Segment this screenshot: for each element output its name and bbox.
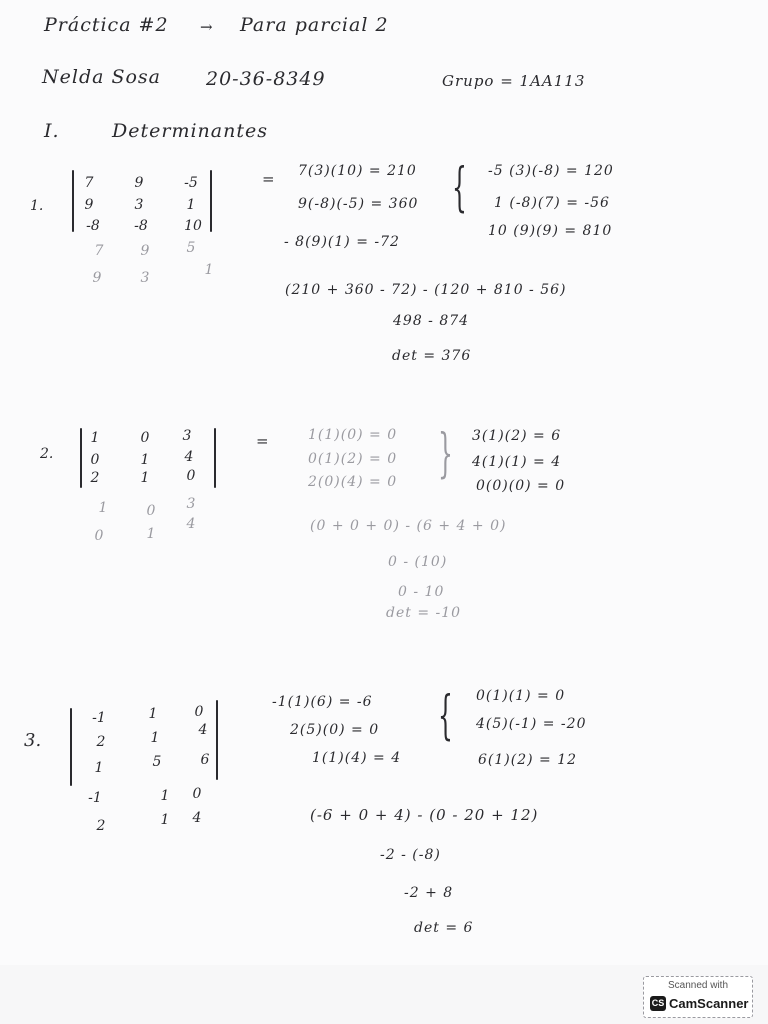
equals-sign: = xyxy=(262,170,276,188)
matrix-cell: 10 xyxy=(184,218,202,234)
matrix-cell: 1 xyxy=(148,706,158,722)
matrix-cell: 2 xyxy=(96,734,106,750)
left-product: -1(1)(6) = -6 xyxy=(272,694,373,710)
camscanner-logo-icon: CS xyxy=(650,996,666,1011)
matrix-cell: -5 xyxy=(184,175,198,191)
page-title: Práctica #2 xyxy=(44,14,169,36)
left-product: 1(1)(0) = 0 xyxy=(308,427,398,443)
left-product: - 8(9)(1) = -72 xyxy=(284,234,400,250)
matrix-cell: 4 xyxy=(198,722,208,738)
repeated-row-cell: 2 xyxy=(96,818,106,834)
determinant-bar-right xyxy=(214,428,216,488)
matrix-cell: 0 xyxy=(90,452,100,468)
brace-divider: { xyxy=(452,158,467,218)
work-line: -2 - (-8) xyxy=(380,847,441,863)
page-subtitle: Para parcial 2 xyxy=(240,14,389,36)
right-product: 1 (-8)(7) = -56 xyxy=(494,195,610,211)
group-label: Grupo = 1AA113 xyxy=(442,72,586,90)
repeated-row-cell: 3 xyxy=(140,270,150,286)
work-line: (0 + 0 + 0) - (6 + 4 + 0) xyxy=(310,518,507,534)
matrix-cell: 0 xyxy=(186,468,196,484)
right-product: 3(1)(2) = 6 xyxy=(472,428,562,444)
matrix-cell: 1 xyxy=(140,470,150,486)
determinant-bar-left xyxy=(70,708,72,786)
repeated-row-cell: 1 xyxy=(98,500,108,516)
right-product: 6(1)(2) = 12 xyxy=(478,752,578,768)
repeated-row-cell: 0 xyxy=(146,503,156,519)
matrix-cell: 6 xyxy=(200,752,210,768)
brace-divider: { xyxy=(438,686,453,746)
student-id: 20-36-8349 xyxy=(206,68,326,90)
matrix-cell: 1 xyxy=(94,760,104,776)
problem-number: 1. xyxy=(30,198,44,214)
right-product: 0(1)(1) = 0 xyxy=(476,688,566,704)
repeated-row-cell: 7 xyxy=(94,243,104,259)
right-product: 0(0)(0) = 0 xyxy=(476,478,566,494)
student-name: Nelda Sosa xyxy=(42,66,162,88)
matrix-cell: 4 xyxy=(184,449,194,465)
repeated-row-cell: 4 xyxy=(186,516,196,532)
matrix-cell: -1 xyxy=(92,710,106,726)
determinant-bar-right xyxy=(210,170,212,232)
work-line: 0 - 10 xyxy=(398,584,445,600)
matrix-cell: 3 xyxy=(134,197,144,213)
work-line: -2 + 8 xyxy=(404,885,454,901)
repeated-row-cell: 0 xyxy=(94,528,104,544)
matrix-cell: 7 xyxy=(84,175,94,191)
repeated-row-cell: 1 xyxy=(160,788,170,804)
left-product: 1(1)(4) = 4 xyxy=(312,750,402,766)
determinant-bar-right xyxy=(216,700,218,780)
matrix-cell: 9 xyxy=(84,197,94,213)
left-product: 2(0)(4) = 0 xyxy=(308,474,398,490)
problem-number: 3. xyxy=(24,730,42,751)
repeated-row-cell: 9 xyxy=(92,270,102,286)
camscanner-badge xyxy=(643,976,753,1018)
left-product: 2(5)(0) = 0 xyxy=(290,722,380,738)
right-product: 4(1)(1) = 4 xyxy=(472,454,562,470)
section-number: I. xyxy=(44,120,60,142)
right-product: 4(5)(-1) = -20 xyxy=(476,716,587,732)
determinant-result: det = -10 xyxy=(386,605,462,621)
matrix-cell: -8 xyxy=(134,218,148,234)
matrix-cell: -8 xyxy=(86,218,100,234)
matrix-cell: 1 xyxy=(186,197,196,213)
matrix-cell: 9 xyxy=(134,175,144,191)
left-product: 9(-8)(-5) = 360 xyxy=(298,196,419,212)
work-line: (-6 + 0 + 4) - (0 - 20 + 12) xyxy=(310,806,539,824)
repeated-row-cell: 5 xyxy=(186,240,196,256)
work-line: 498 - 874 xyxy=(393,313,470,329)
matrix-cell: 2 xyxy=(90,470,100,486)
determinant-result: det = 6 xyxy=(414,920,474,936)
work-line: (210 + 360 - 72) - (120 + 810 - 56) xyxy=(285,282,567,298)
repeated-row-cell: 1 xyxy=(146,526,156,542)
repeated-row-cell: 0 xyxy=(192,786,202,802)
repeated-row-cell: -1 xyxy=(88,790,102,806)
matrix-cell: 1 xyxy=(150,730,160,746)
scanned-with-label: Scanned with xyxy=(667,980,729,991)
brace-divider: } xyxy=(438,424,453,484)
right-product: -5 (3)(-8) = 120 xyxy=(488,163,614,179)
left-product: 7(3)(10) = 210 xyxy=(298,163,417,179)
equals-sign: = xyxy=(256,432,270,450)
repeated-row-cell: 3 xyxy=(186,496,196,512)
matrix-cell: 1 xyxy=(90,430,100,446)
camscanner-label: CamScanner xyxy=(669,996,749,1011)
left-product: 0(1)(2) = 0 xyxy=(308,451,398,467)
repeated-row-cell: 1 xyxy=(204,262,214,278)
arrow-icon: → xyxy=(200,18,214,36)
work-line: 0 - (10) xyxy=(388,554,448,570)
matrix-cell: 0 xyxy=(194,704,204,720)
right-product: 10 (9)(9) = 810 xyxy=(488,223,613,239)
problem-number: 2. xyxy=(40,446,54,462)
repeated-row-cell: 9 xyxy=(140,243,150,259)
matrix-cell: 1 xyxy=(140,452,150,468)
repeated-row-cell: 1 xyxy=(160,812,170,828)
section-title: Determinantes xyxy=(112,120,268,142)
determinant-result: det = 376 xyxy=(392,348,472,364)
matrix-cell: 5 xyxy=(152,754,162,770)
repeated-row-cell: 4 xyxy=(192,810,202,826)
matrix-cell: 3 xyxy=(182,428,192,444)
matrix-cell: 0 xyxy=(140,430,150,446)
